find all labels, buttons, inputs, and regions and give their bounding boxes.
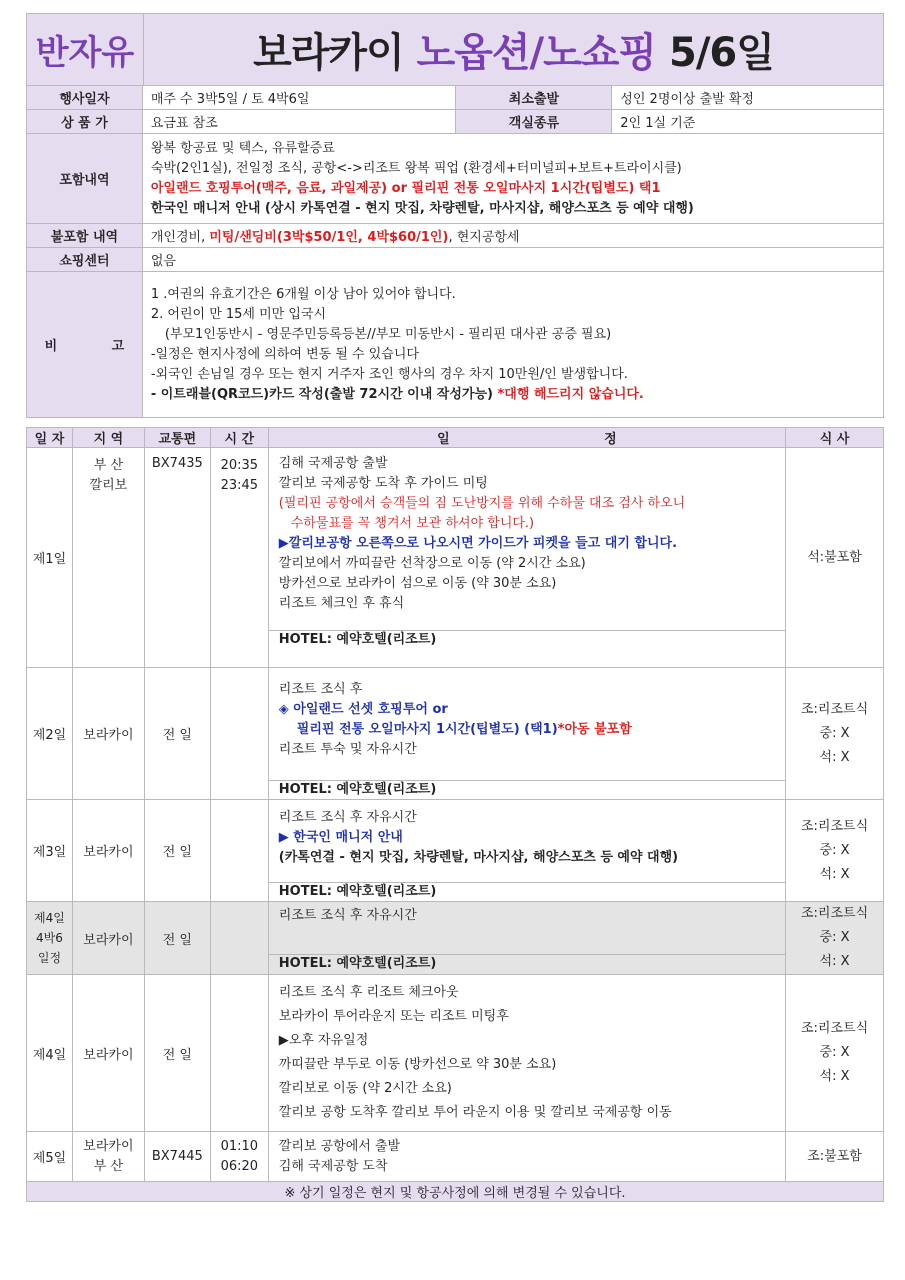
day-row-5	[27, 1132, 884, 1182]
day-schedule	[268, 902, 785, 975]
day-row-4	[27, 975, 884, 1132]
day-label: 제3일	[27, 800, 73, 902]
schedule-line: 리조트 투숙 및 자유시간	[278, 742, 417, 757]
day-place: 보라카이	[72, 668, 144, 800]
time-depart: 20:35	[220, 458, 259, 473]
meal-breakfast: 조:리조트식	[800, 906, 869, 921]
col-meal: 식 사	[786, 428, 884, 448]
day-schedule	[268, 448, 785, 668]
meal-info	[786, 975, 884, 1132]
schedule-line: 방카선으로 보라카이 섬으로 이동 (약 30분 소요)	[278, 576, 557, 591]
day-time	[210, 902, 268, 975]
day-row-3	[27, 800, 884, 902]
inclusions-value	[142, 134, 883, 224]
exclusion-text: , 현지공항세	[448, 230, 520, 245]
day-label: 제5일	[27, 1132, 73, 1182]
day-transport: 전 일	[144, 902, 210, 975]
meal-dinner: 석: X	[819, 1069, 850, 1084]
room-type-value: 2인 1실 기준	[612, 110, 884, 134]
meal-info: 석:불포함	[786, 448, 884, 668]
price-value: 요금표 참조	[142, 110, 456, 134]
shopping-label: 쇼핑센터	[27, 248, 143, 272]
day-time	[210, 668, 268, 800]
meal-dinner: 석: X	[819, 866, 850, 882]
schedule-line: 김해 국제공항 도착	[278, 1158, 388, 1174]
meal-lunch: 중: X	[819, 1045, 850, 1060]
room-type-label: 객실종류	[456, 110, 612, 134]
header-table	[26, 13, 884, 86]
inclusions-label: 포함내역	[27, 134, 143, 224]
day-row-4-option	[27, 902, 884, 975]
place-from: 보라카이	[83, 1138, 134, 1154]
day-label-line: 일정	[37, 951, 62, 965]
title-duration: 5/6일	[668, 30, 774, 76]
itinerary-table	[26, 427, 884, 1202]
page-title	[144, 14, 884, 86]
meal-lunch: 중: X	[819, 930, 850, 945]
day-schedule	[268, 975, 785, 1132]
flight-number: BX7435	[144, 448, 210, 668]
meal-info	[786, 668, 884, 800]
day-time	[210, 800, 268, 902]
exclusion-fee: 미팅/샌딩비(3박$50/1인, 4박$60/1인)	[209, 230, 449, 245]
schedule-line: 리조트 조식 후	[278, 682, 363, 697]
schedule-line: 김해 국제공항 출발	[278, 456, 388, 471]
title-destination: 보라카이	[253, 30, 404, 76]
day-place: 보라카이	[72, 800, 144, 902]
inclusion-line: 왕복 항공료 및 텍스, 유류할증료	[150, 140, 335, 156]
place-to: 깔리보	[89, 478, 128, 493]
day-schedule	[268, 1132, 785, 1182]
price-label: 상 품 가	[27, 110, 143, 134]
day-label: 제2일	[27, 668, 73, 800]
day-row-2	[27, 668, 884, 800]
min-departure-label: 최소출발	[456, 86, 612, 110]
day-label-line: 4박6	[36, 931, 63, 945]
note-line: -일정은 현지사정에 의하여 변동 될 수 있습니다	[150, 346, 419, 362]
footer-note: ※ 상기 일정은 현지 및 항공사정에 의해 변경될 수 있습니다.	[27, 1182, 884, 1202]
time-arrive: 06:20	[220, 1158, 259, 1174]
schedule-line: 깔리보에서 까띠끌란 선착장으로 이동 (약 2시간 소요)	[278, 556, 586, 571]
schedule-line: 리조트 조식 후 리조트 체크아웃	[278, 985, 459, 1000]
day-label: 제4일	[27, 975, 73, 1132]
schedule-warning: (필리핀 공항에서 승객들의 짐 도난방지를 위해 수하물 대조 검사 하오니	[278, 496, 686, 511]
schedule-highlight: ▶깔리보공항 오른쪽으로 나오시면 가이드가 피켓을 들고 대기 합니다.	[278, 536, 678, 551]
meal-info	[786, 902, 884, 975]
day-label: 제1일	[27, 448, 73, 668]
schedule-line: 깔리보로 이동 (약 2시간 소요)	[278, 1081, 452, 1096]
exclusion-text: 개인경비,	[150, 230, 210, 245]
day-place	[72, 1132, 144, 1182]
schedule-highlight: ◈ 아일랜드 선셋 호핑투어 or	[278, 702, 448, 717]
schedule-line: 리조트 조식 후 자유시간	[278, 908, 417, 923]
schedule-line: 리조트 조식 후 자유시간	[278, 810, 417, 825]
day-label-line: 제4일	[34, 911, 65, 925]
day-place	[72, 448, 144, 668]
inclusion-line: 한국인 매니저 안내 (상시 카톡연결 - 현지 맛집, 차량렌탈, 마사지샵, 해양스포츠 등 예약 대행)	[150, 200, 694, 216]
itinerary-header	[27, 428, 884, 448]
hotel-line: HOTEL: 예약호텔(리조트)	[269, 630, 785, 649]
shopping-value: 없음	[142, 248, 883, 272]
col-place: 지 역	[72, 428, 144, 448]
day-transport: 전 일	[144, 975, 210, 1132]
day-row-1	[27, 448, 884, 668]
col-day: 일 자	[27, 428, 73, 448]
day-place: 보라카이	[72, 902, 144, 975]
schedule-line: 깔리보 국제공항 도착 후 가이드 미팅	[278, 476, 488, 491]
note-line	[151, 385, 883, 405]
min-departure-value: 성인 2명이상 출발 확정	[612, 86, 884, 110]
schedule-line: (카톡연결 - 현지 맛집, 차량렌탈, 마사지샵, 해양스포츠 등 예약 대행)	[278, 850, 679, 865]
day-schedule	[268, 800, 785, 902]
inclusion-line: 아일랜드 호핑투어(맥주, 음료, 과일제공) or 필리핀 전통 오일마사지 1시간(팁별도) 택1	[150, 180, 661, 196]
meal-dinner: 석: X	[819, 954, 850, 969]
schedule-warning: *아동 불포함	[557, 722, 632, 737]
brand-label: 반자유	[27, 14, 144, 86]
meal-info: 조:불포함	[786, 1132, 884, 1182]
meal-lunch: 중: X	[819, 842, 850, 858]
hotel-line: HOTEL: 예약호텔(리조트)	[269, 954, 785, 973]
schedule-highlight: 필리핀 전통 오일마사지 1시간(팁별도) (택1)	[296, 722, 558, 737]
day-transport: 전 일	[144, 668, 210, 800]
product-info-table	[26, 85, 884, 418]
time-arrive: 23:45	[220, 478, 259, 493]
dates-value: 매주 수 3박5일 / 토 4박6일	[142, 86, 456, 110]
note-line: 1 .여권의 유효기간은 6개월 이상 남아 있어야 합니다.	[150, 286, 456, 302]
meal-dinner: 석: X	[819, 749, 850, 765]
day-label	[27, 902, 73, 975]
day-transport: 전 일	[144, 800, 210, 902]
day-place: 보라카이	[72, 975, 144, 1132]
notes-label: 비 고	[27, 272, 143, 418]
hotel-line: HOTEL: 예약호텔(리조트)	[269, 780, 785, 799]
inclusion-line: 숙박(2인1실), 전일정 조식, 공항<->리조트 왕복 픽업 (환경세+터미널피+보트+트라이시클)	[150, 160, 682, 176]
schedule-line: ▶오후 자유일정	[278, 1033, 369, 1048]
schedule-line: 보라카이 투어라운지 또는 리조트 미팅후	[278, 1009, 509, 1024]
meal-lunch: 중: X	[819, 725, 850, 741]
schedule-line: 까띠끌란 부두로 이동 (방카선으로 약 30분 소요)	[278, 1057, 557, 1072]
note-line: -외국인 손님일 경우 또는 현지 거주자 조인 행사의 경우 차지 10만원/인 발생합니다.	[150, 366, 628, 382]
title-option: 노옵션/노쇼핑	[416, 30, 657, 76]
place-from: 부 산	[93, 458, 124, 473]
note-qr-text: - 이트래블(QR코드)카드 작성(출발 72시간 이내 작성가능)	[150, 386, 498, 402]
meal-breakfast: 조:리조트식	[800, 818, 869, 834]
schedule-highlight: ▶ 한국인 매니저 안내	[278, 830, 403, 845]
col-schedule: 일 정	[268, 428, 785, 448]
schedule-line: 리조트 체크인 후 휴식	[278, 596, 405, 611]
schedule-line: 깔리보 공항에서 출발	[278, 1138, 401, 1154]
schedule-warning: 수하물표를 꼭 챙겨서 보관 하셔야 합니다.)	[290, 516, 535, 531]
note-line: (부모1인동반시 - 영문주민등록등본//부모 미동반시 - 필리핀 대사관 공증 필요)	[164, 326, 612, 342]
notes-value	[142, 272, 883, 418]
day-schedule	[268, 668, 785, 800]
flight-times	[210, 1132, 268, 1182]
col-time: 시 간	[210, 428, 268, 448]
meal-breakfast: 조:리조트식	[800, 1021, 869, 1036]
schedule-line: 깔리보 공항 도착후 깔리보 투어 라운지 이용 및 깔리보 국제공항 이동	[278, 1105, 672, 1120]
note-warning: *대행 해드리지 않습니다.	[497, 386, 644, 402]
exclusions-value	[142, 224, 883, 248]
dates-label: 행사일자	[27, 86, 143, 110]
flight-number: BX7445	[144, 1132, 210, 1182]
note-line: 2. 어린이 만 15세 미만 입국시	[150, 306, 327, 322]
time-depart: 01:10	[220, 1138, 259, 1154]
hotel-line: HOTEL: 예약호텔(리조트)	[269, 882, 785, 901]
place-to: 부 산	[93, 1158, 124, 1174]
day-time	[210, 975, 268, 1132]
meal-breakfast: 조:리조트식	[800, 701, 869, 717]
col-transport: 교통편	[144, 428, 210, 448]
exclusions-label: 불포함 내역	[27, 224, 143, 248]
footer-row	[27, 1182, 884, 1202]
flight-times	[210, 448, 268, 668]
meal-info	[786, 800, 884, 902]
